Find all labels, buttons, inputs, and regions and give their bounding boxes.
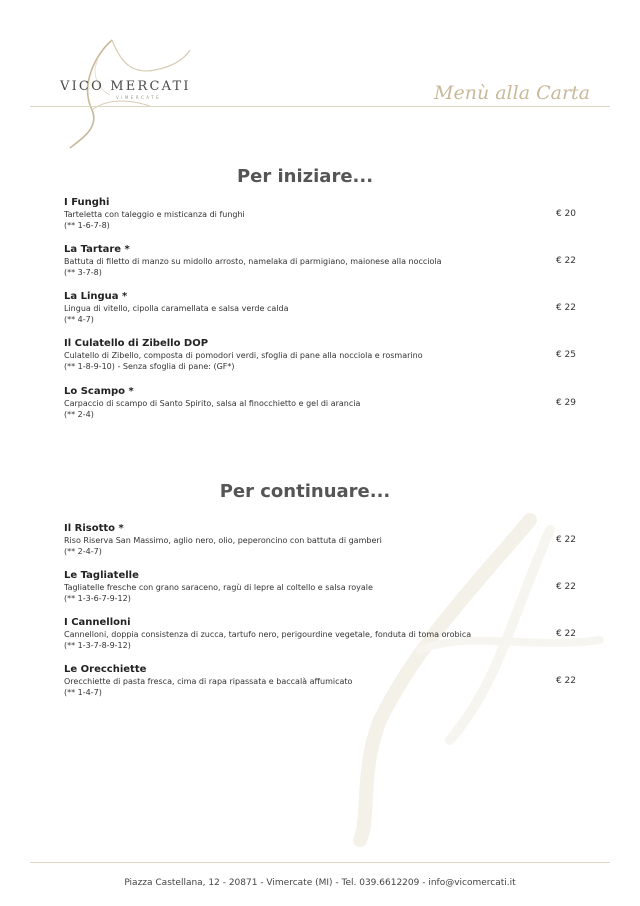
brand-name: VICO MERCATI (60, 79, 191, 94)
item-name: Lo Scampo * (64, 386, 134, 397)
item-allergens: (** 2-4) (64, 410, 94, 419)
section-title-starters: Per iniziare... (236, 166, 374, 187)
item-price: € 22 (555, 256, 576, 266)
item-description: Carpaccio di scampo di Santo Spirito, salsa al finocchietto e gel di arancia (64, 399, 361, 408)
item-description: Tagliatelle fresche con grano saraceno, ragù di lepre al coltello e salsa royale (64, 583, 373, 592)
item-price: € 22 (555, 629, 576, 639)
item-allergens: (** 1-6-7-8) (64, 221, 110, 230)
item-description: Lingua di vitello, cipolla caramellata e salsa verde calda (64, 304, 289, 313)
item-name: La Tartare * (64, 244, 130, 255)
menu-item (64, 663, 584, 698)
menu-item (64, 290, 584, 325)
item-price: € 25 (555, 350, 576, 360)
item-price: € 29 (555, 398, 576, 408)
item-name: La Lingua * (64, 291, 128, 302)
menu-item (64, 569, 584, 604)
item-allergens: (** 3-7-8) (64, 268, 102, 277)
item-name: I Funghi (64, 197, 110, 208)
item-price: € 22 (555, 303, 576, 313)
footer-contact: Piazza Castellana, 12 - 20871 - Vimercate (MI) - Tel. 039.6612209 - info@vicomercati.it (124, 878, 516, 888)
item-description: Cannelloni, doppia consistenza di zucca, tartufo nero, perigourdine vegetale, fonduta di toma orobica (64, 630, 472, 639)
item-description: Battuta di filetto di manzo su midollo arrosto, namelaka di parmigiano, maionese alla nocciola (64, 257, 442, 266)
brand-subline: VIMERCATE (116, 95, 162, 100)
menu-item (64, 243, 584, 278)
item-allergens: (** 2-4-7) (64, 547, 102, 556)
section-title-main: Per continuare... (219, 481, 391, 502)
item-description: Tarteletta con taleggio e misticanza di funghi (64, 210, 245, 219)
item-price: € 22 (555, 582, 576, 592)
menu-item (64, 616, 584, 651)
item-name: Le Orecchiette (64, 664, 147, 675)
menu-item (64, 337, 584, 372)
item-allergens: (** 1-3-7-8-9-12) (64, 641, 131, 650)
item-description: Culatello di Zibello, composta di pomodori verdi, sfoglia di pane alla nocciola e rosmarino (64, 351, 423, 360)
menu-item (64, 196, 584, 231)
item-allergens: (** 4-7) (64, 315, 94, 324)
header-divider (30, 106, 610, 107)
item-name: Il Risotto * (64, 523, 124, 534)
item-price: € 22 (555, 676, 576, 686)
menu-item (64, 522, 584, 557)
item-allergens: (** 1-3-6-7-9-12) (64, 594, 131, 603)
item-allergens: (** 1-4-7) (64, 688, 102, 697)
footer-divider (30, 862, 610, 863)
item-name: Le Tagliatelle (64, 570, 139, 581)
item-name: I Cannelloni (64, 617, 131, 628)
menu-title: Menù alla Carta (434, 82, 590, 104)
item-description: Riso Riserva San Massimo, aglio nero, olio, peperoncino con battuta di gamberi (64, 536, 382, 545)
menu-item (64, 385, 584, 420)
item-name: Il Culatello di Zibello DOP (64, 338, 209, 349)
item-price: € 22 (555, 535, 576, 545)
item-description: Orecchiette di pasta fresca, cima di rapa ripassata e baccalà affumicato (64, 677, 353, 686)
item-price: € 20 (555, 209, 576, 219)
item-allergens: (** 1-8-9-10) - Senza sfoglia di pane: (GF*) (64, 362, 235, 371)
